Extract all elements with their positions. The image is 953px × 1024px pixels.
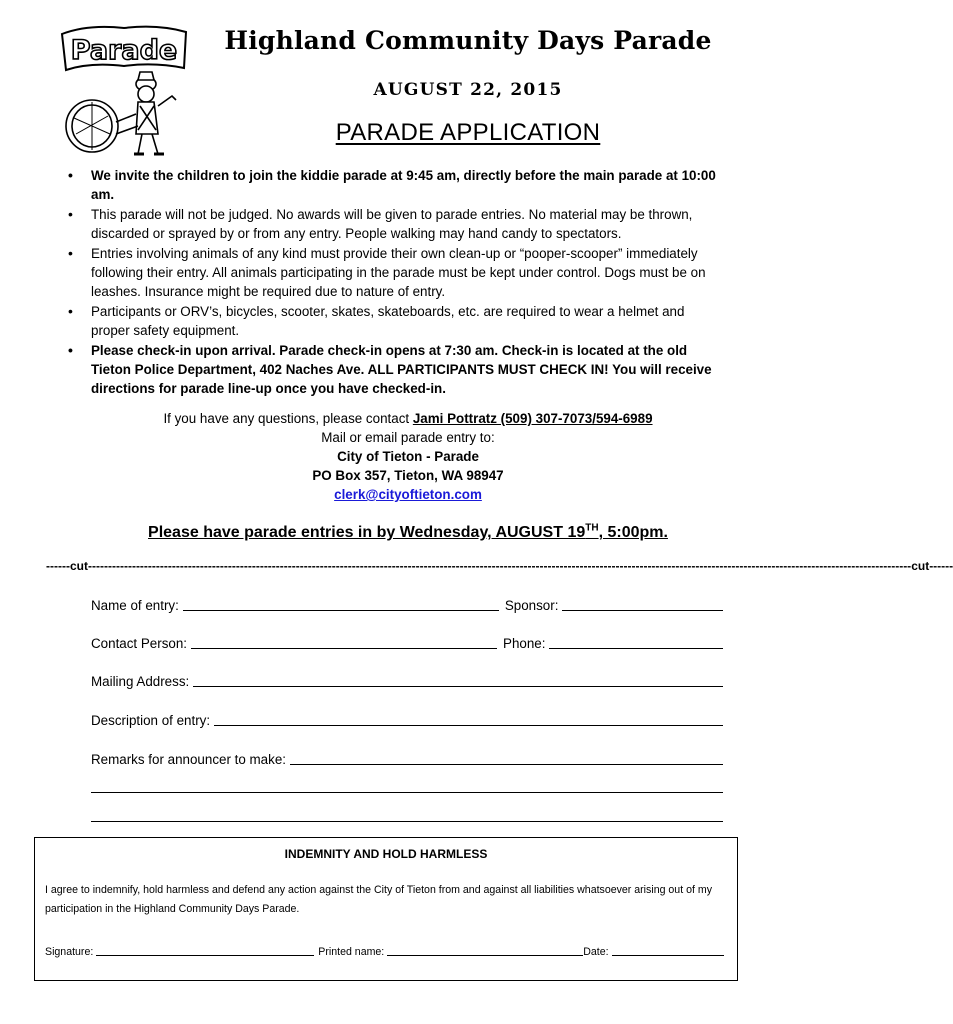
cut-right: cut------: [911, 559, 953, 573]
document-title: Highland Community Days Parade: [224, 26, 712, 55]
printed-name-field[interactable]: [387, 944, 583, 956]
contact-person-field[interactable]: [191, 634, 497, 649]
contact-name-phone: Jami Pottratz (509) 307-7073/594-6989: [412, 411, 653, 426]
drummer-illustration: [66, 72, 176, 154]
parade-logo: [58, 22, 190, 160]
cut-line: [46, 559, 953, 573]
signature-row: [45, 944, 724, 958]
mailing-address-label: Mailing Address:: [91, 674, 190, 689]
printed-name-label: Printed name:: [318, 946, 385, 958]
contact-phone-row: [91, 634, 723, 651]
contact-person-label: Contact Person:: [91, 636, 188, 651]
application-heading: [218, 119, 718, 147]
questions-prefix: If you have any questions, please contact: [163, 411, 410, 426]
cut-left: ------cut: [46, 559, 88, 573]
signature-field[interactable]: [96, 944, 314, 956]
mailing-org: City of Tieton - Parade: [337, 449, 479, 464]
questions-line: [0, 409, 816, 428]
logo-banner: [62, 27, 186, 70]
logo-text: Parade: [70, 35, 178, 66]
indemnity-box: [34, 837, 738, 981]
indemnity-title: INDEMNITY AND HOLD HARMLESS: [284, 847, 488, 861]
deadline-prefix: Please have parade entries in by Wednesday, AUGUST 19: [148, 524, 586, 542]
rule-item-safety: • Participants or ORV’s, bicycles, scooter, skates, skateboards, etc. are required to wear a helmet and proper safety equipment.: [66, 302, 726, 341]
rule-item-judging: • This parade will not be judged. No awards will be given to parade entries. No material may be thrown, discarded or sprayed by or from any entry. People walking may hand candy to spectators.: [66, 205, 726, 244]
deadline-suffix: , 5:00pm.: [598, 524, 668, 542]
description-row: [91, 711, 723, 728]
deadline-sup: TH: [585, 523, 599, 534]
phone-label: Phone:: [503, 636, 546, 651]
date-label: Date:: [583, 946, 609, 958]
mailing-address: PO Box 357, Tieton, WA 98947: [312, 468, 504, 483]
description-label: Description of entry:: [91, 713, 211, 728]
sponsor-label: Sponsor:: [504, 598, 559, 613]
email-line: [0, 485, 816, 504]
phone-field[interactable]: [549, 634, 723, 649]
remarks-extra-line-2[interactable]: [91, 821, 723, 822]
mailing-address-field[interactable]: [193, 672, 723, 687]
name-of-entry-label: Name of entry:: [91, 598, 179, 613]
rule-item-check-in: • Please check-in upon arrival. Parade check-in opens at 7:30 am. Check-in is located at the old Tieton Police Department, 402 Naches Ave. ALL PARTICIPANTS MUST CHECK IN! You will receive directions for parade line-up once you have checked-in.: [66, 341, 726, 399]
mail-line: Mail or email parade entry to:: [321, 430, 495, 445]
event-date: AUGUST 22, 2015: [373, 80, 563, 100]
application-heading-text: PARADE APPLICATION: [335, 119, 601, 146]
description-field[interactable]: [214, 711, 723, 726]
remarks-extra-line-1[interactable]: [91, 792, 723, 793]
deadline-notice: [0, 523, 816, 542]
cut-dashes: --------------------------------------------------------------------------------------------------------------------------------------------------------------------------------------------------------------: [87, 559, 912, 573]
date-field[interactable]: [612, 944, 724, 956]
rule-item-kiddie-parade: • We invite the children to join the kiddie parade at 9:45 am, directly before the main parade at 10:00 am.: [66, 166, 726, 205]
rules-list: [66, 166, 726, 399]
remarks-label: Remarks for announcer to make:: [91, 752, 286, 767]
rule-item-animals: • Entries involving animals of any kind must provide their own clean-up or “pooper-scooper” immediately following their entry. All animals participating in the parade must be kept under control. Dogs must be on leashes. Insurance might be required due to nature of entry.: [66, 244, 726, 302]
mailing-address-row: [91, 672, 723, 689]
signature-label: Signature:: [45, 946, 94, 958]
remarks-field[interactable]: [290, 750, 723, 765]
name-of-entry-field[interactable]: [183, 596, 499, 611]
sponsor-field[interactable]: [562, 596, 723, 611]
email-link[interactable]: clerk@cityoftieton.com: [334, 487, 482, 502]
remarks-row: [91, 750, 723, 767]
indemnity-text: I agree to indemnify, hold harmless and defend any action against the City of Tieton from and against all liabilities whatsoever arising out of my participation in the Highland Community Days Parade.: [45, 884, 712, 915]
name-sponsor-row: [91, 596, 723, 613]
